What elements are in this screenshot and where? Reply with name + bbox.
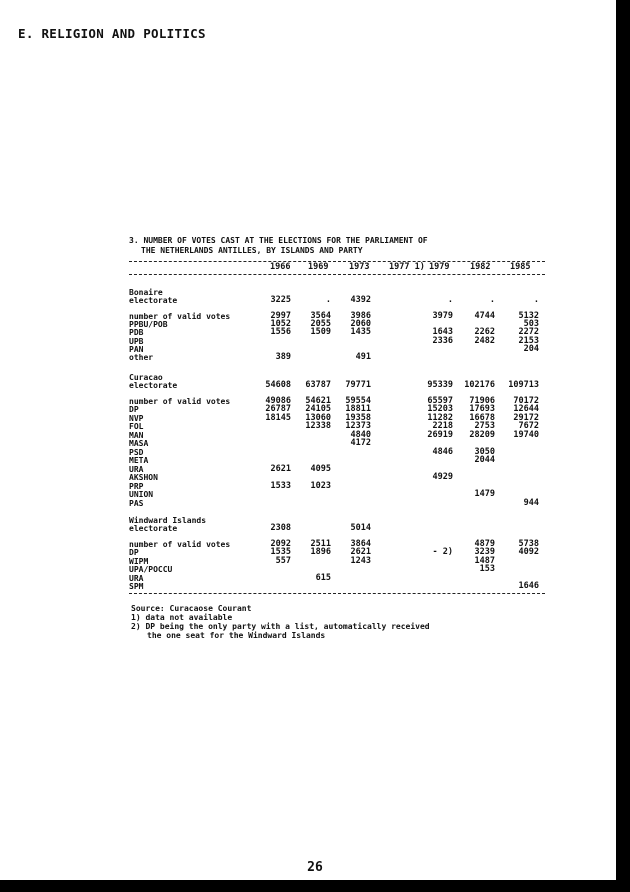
curacao-party-name: MASA [129, 439, 149, 448]
windward-party-row-value: 557 [275, 555, 291, 566]
curacao-party-row-value: 17693 [469, 404, 495, 414]
curacao-party-row-value: 19358 [345, 412, 371, 423]
bonaire-valid-votes-value: 3986 [350, 311, 371, 321]
table-bottom-rule [129, 593, 545, 594]
bonaire-party-name: UPB [129, 336, 144, 346]
curacao-party-row-value: 4172 [350, 438, 371, 448]
windward-island-name: Windward Islands [129, 516, 207, 525]
year-header-1985: 1985 [510, 262, 531, 272]
bonaire-electorate-value: 3225 [270, 295, 291, 305]
windward-party-row-value: - 2) [432, 547, 453, 557]
curacao-party-name: NVP [129, 413, 144, 423]
curacao-party-name: MAN [129, 430, 144, 440]
year-header-1969: 1969 [308, 262, 329, 272]
curacao-party-row-value: 19740 [513, 429, 539, 440]
bonaire-valid-votes-label: number of valid votes [129, 312, 231, 321]
windward-party-row-value: 4092 [518, 547, 539, 557]
footnote-1: 1) data not available [131, 613, 233, 622]
curacao-electorate-value: 102176 [464, 380, 495, 390]
curacao-party-row-value: 18811 [345, 404, 371, 414]
windward-valid-votes-value: 2092 [270, 539, 291, 549]
windward-party-name: UPA/POCCU [129, 565, 173, 575]
bonaire-valid-votes-value: 4744 [474, 311, 495, 321]
curacao-party-row-value: 16678 [469, 412, 495, 423]
curacao-party-name: DP [129, 405, 139, 414]
bonaire-party-name: PPBU/POB [129, 320, 168, 329]
bonaire-party-row-value: 2336 [432, 335, 453, 346]
windward-valid-votes-value: 4879 [474, 539, 495, 549]
bonaire-party-row-value: 389 [275, 352, 291, 363]
footnote-2-line2: the one seat for the Windward Islands [147, 631, 326, 640]
bonaire-party-row-value: 1435 [350, 327, 371, 338]
windward-party-row-value: 153 [479, 564, 495, 575]
windward-party-row-value: 1896 [310, 547, 331, 557]
bonaire-party-name: PAN [129, 344, 144, 354]
windward-valid-votes-value: 2511 [310, 539, 331, 549]
bonaire-electorate-value: . [489, 295, 495, 305]
page-number: 26 [307, 860, 323, 875]
curacao-island-name: Curacao [129, 373, 163, 382]
windward-electorate-value: 2308 [270, 523, 291, 533]
bonaire-party-row-value: 204 [523, 343, 539, 354]
curacao-party-row-value: 4846 [432, 446, 453, 457]
curacao-party-row-value: 2621 [270, 463, 291, 474]
bonaire-party-name: other [129, 353, 154, 363]
curacao-party-name: PRP [129, 481, 144, 491]
year-header-1966: 1966 [270, 262, 291, 272]
bonaire-electorate-value: . [533, 295, 539, 305]
year-header-1982: 1982 [470, 262, 491, 272]
curacao-valid-votes-value: 54621 [305, 396, 331, 406]
curacao-party-row-value: 1533 [270, 480, 291, 491]
bonaire-party-row-value: 2262 [474, 327, 495, 338]
windward-party-row-value: 3239 [474, 547, 495, 557]
curacao-valid-votes-label: number of valid votes [129, 397, 231, 406]
bonaire-electorate-value: . [447, 295, 453, 305]
curacao-party-row-value: 2753 [474, 421, 495, 431]
windward-party-row-value: 1243 [350, 555, 371, 566]
windward-electorate-label: electorate [129, 524, 178, 533]
windward-party-name: DP [129, 548, 139, 557]
windward-valid-votes-label: number of valid votes [129, 540, 231, 549]
curacao-party-row-value: 1479 [474, 489, 495, 499]
scan-border-bottom [0, 880, 630, 892]
windward-party-row-value: 1487 [474, 555, 495, 566]
windward-party-row-value: 1535 [270, 547, 291, 557]
curacao-party-row-value: 12644 [513, 404, 539, 414]
bonaire-party-row-value: 1052 [270, 319, 291, 329]
windward-party-row-value: 1646 [518, 581, 539, 592]
curacao-party-name: META [129, 456, 149, 465]
bonaire-party-row-value: 1509 [310, 327, 331, 338]
curacao-party-row-value: 3050 [474, 446, 495, 457]
curacao-party-row-value: 4840 [350, 429, 371, 440]
curacao-party-name: UNION [129, 490, 154, 499]
bonaire-party-row-value: 2060 [350, 319, 371, 329]
bonaire-party-row-value: 491 [355, 352, 371, 363]
curacao-party-row-value: 15203 [427, 404, 453, 414]
curacao-party-row-value: 29172 [513, 412, 539, 423]
bonaire-party-row-value: 1643 [432, 327, 453, 338]
windward-valid-votes-value: 3864 [350, 539, 371, 549]
windward-party-row-value: 2621 [350, 547, 371, 557]
bonaire-party-row-value: 2153 [518, 335, 539, 346]
windward-party-name: WIPM [129, 556, 149, 566]
footnote-2-line1: 2) DP being the only party with a list, automatically received [131, 622, 430, 631]
year-header-1973: 1973 [349, 262, 370, 272]
curacao-party-name: PSD [129, 447, 144, 457]
curacao-party-row-value: 26919 [427, 429, 453, 440]
curacao-electorate-value: 79771 [345, 380, 371, 390]
bonaire-island-name: Bonaire [129, 288, 163, 297]
curacao-party-row-value: 26787 [265, 404, 291, 414]
curacao-valid-votes-value: 49086 [265, 396, 291, 406]
curacao-party-row-value: 18145 [265, 412, 291, 423]
curacao-party-row-value: 11282 [427, 412, 453, 423]
curacao-party-row-value: 4929 [432, 472, 453, 482]
page-heading: E. RELIGION AND POLITICS [18, 26, 206, 41]
bonaire-valid-votes-value: 5132 [518, 311, 539, 321]
bonaire-electorate-label: electorate [129, 296, 178, 305]
windward-valid-votes-value: 5738 [518, 539, 539, 549]
bonaire-party-row-value: 503 [523, 319, 539, 329]
curacao-party-name: PAS [129, 498, 144, 508]
curacao-party-row-value: 1023 [310, 480, 331, 491]
windward-party-row-value: 615 [315, 572, 331, 583]
curacao-party-row-value: 12373 [345, 421, 371, 431]
curacao-party-row-value: 2218 [432, 421, 453, 431]
bonaire-valid-votes-value: 3979 [432, 311, 453, 321]
source-note: Source: Curacaose Courant [131, 604, 252, 613]
curacao-party-row-value: 944 [523, 497, 539, 508]
bonaire-party-row-value: 2482 [474, 335, 495, 346]
curacao-party-row-value: 13060 [305, 412, 331, 423]
table-title-line2: THE NETHERLANDS ANTILLES, BY ISLANDS AND PARTY [141, 246, 363, 255]
year-header-1979: 1979 [429, 262, 450, 272]
curacao-party-row-value: 12338 [305, 421, 331, 431]
curacao-electorate-value: 95339 [427, 380, 453, 390]
curacao-party-name: FOL [129, 422, 144, 431]
windward-party-name: URA [129, 573, 144, 583]
curacao-electorate-label: electorate [129, 381, 178, 390]
curacao-party-row-value: 4095 [310, 463, 331, 474]
curacao-party-name: AKSHON [129, 473, 158, 482]
bonaire-valid-votes-value: 3564 [310, 311, 331, 321]
windward-electorate-value: 5014 [350, 523, 371, 533]
curacao-party-row-value: 2044 [474, 455, 495, 465]
bonaire-party-row-value: 2055 [310, 319, 331, 329]
curacao-party-row-value: 24105 [305, 404, 331, 414]
curacao-electorate-value: 54608 [265, 380, 291, 390]
curacao-party-row-value: 28209 [469, 429, 495, 440]
bonaire-valid-votes-value: 2997 [270, 311, 291, 321]
curacao-valid-votes-value: 59554 [345, 396, 371, 406]
curacao-electorate-value: 109713 [508, 380, 539, 390]
bonaire-party-row-value: 1556 [270, 327, 291, 338]
windward-party-name: SPM [129, 582, 144, 592]
curacao-valid-votes-value: 70172 [513, 396, 539, 406]
header-bottom-rule [129, 274, 545, 275]
bonaire-party-name: PDB [129, 328, 144, 338]
curacao-party-row-value: 7672 [518, 421, 539, 431]
bonaire-party-row-value: 2272 [518, 327, 539, 338]
curacao-valid-votes-value: 65597 [427, 396, 453, 406]
table-title-line1: 3. NUMBER OF VOTES CAST AT THE ELECTIONS FOR THE PARLIAMENT OF [129, 236, 428, 245]
scan-border-right [616, 0, 630, 892]
curacao-valid-votes-value: 71906 [469, 396, 495, 406]
curacao-party-name: URA [129, 464, 144, 474]
bonaire-electorate-value: 4392 [350, 295, 371, 305]
bonaire-electorate-value: . [325, 295, 331, 305]
curacao-electorate-value: 63787 [305, 380, 331, 390]
year-header-1977: 1977 1) [389, 262, 425, 272]
